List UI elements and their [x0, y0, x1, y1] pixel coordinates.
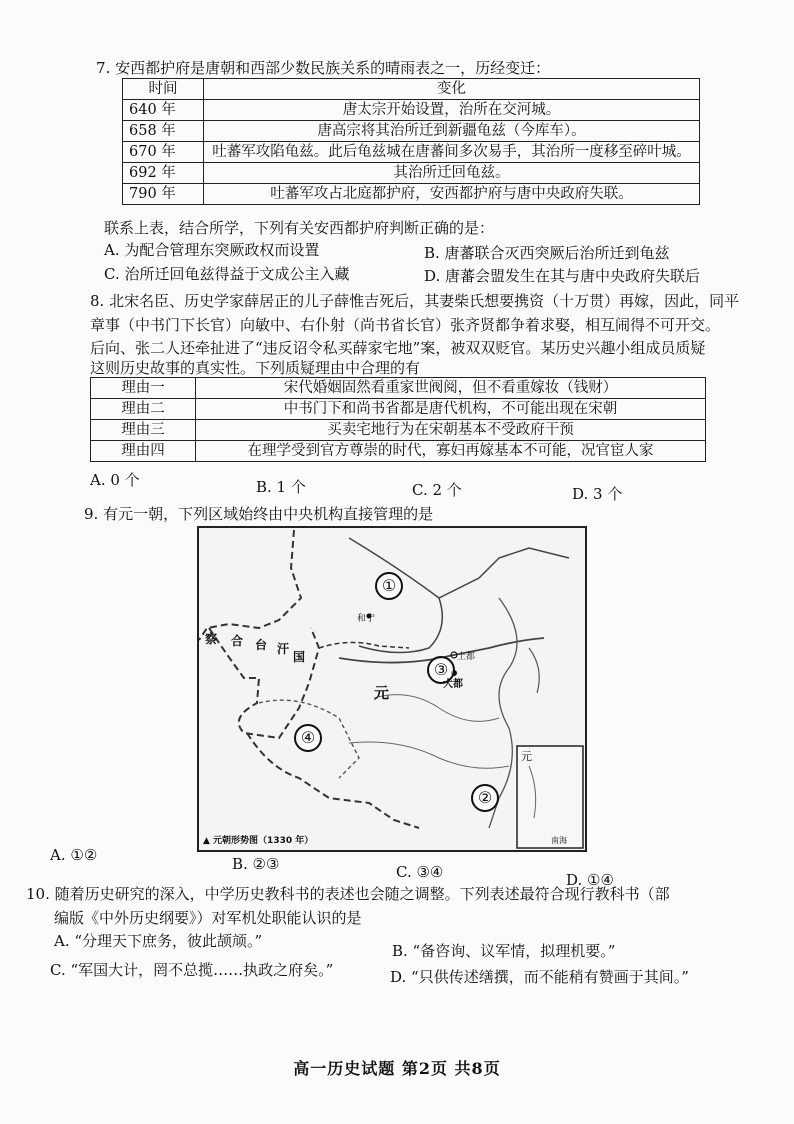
map-label-chagatai: 合 [231, 634, 244, 648]
table-cell-year: 640 年 [123, 100, 204, 121]
q8-stem-line: 这则历史故事的真实性。下列质疑理由中合理的有 [90, 359, 421, 377]
table-row [91, 399, 706, 420]
q8-option-c[interactable]: C. 2 个 [412, 481, 462, 499]
table-header-row [123, 79, 700, 100]
q7-question: 联系上表，结合所学，下列有关安西都护府判断正确的是： [104, 219, 495, 237]
table-row [123, 163, 700, 184]
q8-option-a[interactable]: A. 0 个 [90, 471, 140, 489]
table-cell-year: 670 年 [123, 142, 204, 163]
map-marker-2: ② [471, 784, 499, 812]
map-label-yuan: 元 [374, 684, 390, 702]
reason-label: 理由一 [91, 378, 196, 399]
q7-option-b[interactable]: B. 唐蕃联合灭西突厥后治所迁到龟兹 [424, 244, 670, 262]
map-inset-title: 元 [521, 750, 532, 763]
q10-option-a[interactable]: A. “分理天下庶务，彼此颉颃。” [54, 932, 263, 950]
table-row [91, 420, 706, 441]
table-header-cell: 时间 [123, 79, 204, 100]
q7-option-a[interactable]: A. 为配合管理东突厥政权而设置 [104, 241, 320, 259]
q7-option-c[interactable]: C. 治所迁回龟兹得益于文成公主入藏 [104, 265, 350, 283]
map-label-dadu: 大都 [443, 679, 463, 690]
map-label-chagatai: 察 [205, 632, 218, 646]
q7-table [122, 78, 700, 205]
table-header-cell: 变化 [204, 79, 700, 100]
q10-stem-line: 编版《中外历史纲要》）对军机处职能认识的是 [54, 909, 362, 927]
map-marker-4: ④ [294, 724, 322, 752]
page-footer: 高一历史试题 第2页 共8页 [293, 1059, 501, 1078]
table-cell-year: 790 年 [123, 184, 204, 205]
table-cell-change: 唐太宗开始设置，治所在交河城。 [204, 100, 700, 121]
table-cell-year: 658 年 [123, 121, 204, 142]
map-label-chagatai: 国 [293, 650, 306, 664]
table-row [123, 121, 700, 142]
map-label-chagatai: 台 [255, 638, 268, 652]
map-label-chagatai: 汗 [277, 642, 290, 656]
yuan-dynasty-map [197, 526, 587, 852]
map-caption: ▲ 元朝形势图（1330 年） [203, 836, 314, 846]
table-row [91, 441, 706, 462]
table-row [123, 142, 700, 163]
q7-stem: 7. 安西都护府是唐朝和西部少数民族关系的晴雨表之一，历经变迁： [96, 59, 551, 77]
q8-stem-line: 后向、张二人还牵扯进了“违反诏令私买薛家宅地”案，被双双贬官。某历史兴趣小组成员质疑 [90, 339, 706, 357]
q9-stem: 9. 有元一朝，下列区域始终由中央机构直接管理的是 [84, 505, 434, 523]
q8-stem-line: 章事（中书门下长官）向敏中、右仆射（尚书省长官）张齐贤都争着求娶，相互闹得不可开交。 [90, 316, 721, 334]
q8-option-d[interactable]: D. 3 个 [572, 485, 623, 503]
q8-reasons-table [90, 377, 706, 462]
q9-option-d[interactable]: D. ①④ [566, 871, 614, 889]
q10-option-b[interactable]: B. “备咨询、议军情，拟理机要。” [392, 942, 616, 960]
map-label-hening: 和宁 [357, 614, 376, 624]
reason-text: 买卖宅地行为在宋朝基本不受政府干预 [196, 420, 706, 441]
q10-option-d[interactable]: D. “只供传述缮撰，而不能稍有赞画于其间。” [390, 968, 689, 986]
table-cell-change: 其治所迁回龟兹。 [204, 163, 700, 184]
reason-text: 中书门下和尚书省都是唐代机构，不可能出现在宋朝 [196, 399, 706, 420]
reason-text: 宋代婚姻固然看重家世阀阅，但不看重嫁妆（钱财） [196, 378, 706, 399]
table-row [91, 378, 706, 399]
q8-option-b[interactable]: B. 1 个 [256, 478, 306, 496]
q9-option-b[interactable]: B. ②③ [232, 855, 280, 873]
q10-option-c[interactable]: C. “军国大计，罔不总揽……执政之府矣。” [50, 961, 334, 979]
table-row [123, 184, 700, 205]
table-row [123, 100, 700, 121]
reason-label: 理由三 [91, 420, 196, 441]
map-label-shangdu: 上都 [457, 652, 476, 662]
table-cell-change: 吐蕃军攻占北庭都护府，安西都护府与唐中央政府失联。 [204, 184, 700, 205]
map-marker-3: ③ [427, 656, 455, 684]
table-cell-change: 唐高宗将其治所迁到新疆龟兹（今库车）。 [204, 121, 700, 142]
q9-option-c[interactable]: C. ③④ [396, 863, 444, 881]
q7-option-d[interactable]: D. 唐蕃会盟发生在其与唐中央政府失联后 [424, 267, 701, 285]
map-marker-1: ① [375, 572, 403, 600]
table-cell-change: 吐蕃军攻陷龟兹。此后龟兹城在唐蕃间多次易手，其治所一度移至碎叶城。 [204, 142, 700, 163]
table-cell-year: 692 年 [123, 163, 204, 184]
reason-text: 在理学受到官方尊崇的时代，寡妇再嫁基本不可能，况官宦人家 [196, 441, 706, 462]
map-inset-sea-label: 南海 [551, 836, 567, 845]
q9-option-a[interactable]: A. ①② [50, 846, 98, 864]
reason-label: 理由二 [91, 399, 196, 420]
q10-stem-line: 10. 随着历史研究的深入，中学历史教科书的表述也会随之调整。下列表述最符合现行教科书（部 [26, 885, 670, 903]
q8-stem-line: 8. 北宋名臣、历史学家薛居正的儿子薛惟吉死后，其妻柴氏想要携资（十万贯）再嫁，因此，同平 [90, 292, 740, 310]
reason-label: 理由四 [91, 441, 196, 462]
